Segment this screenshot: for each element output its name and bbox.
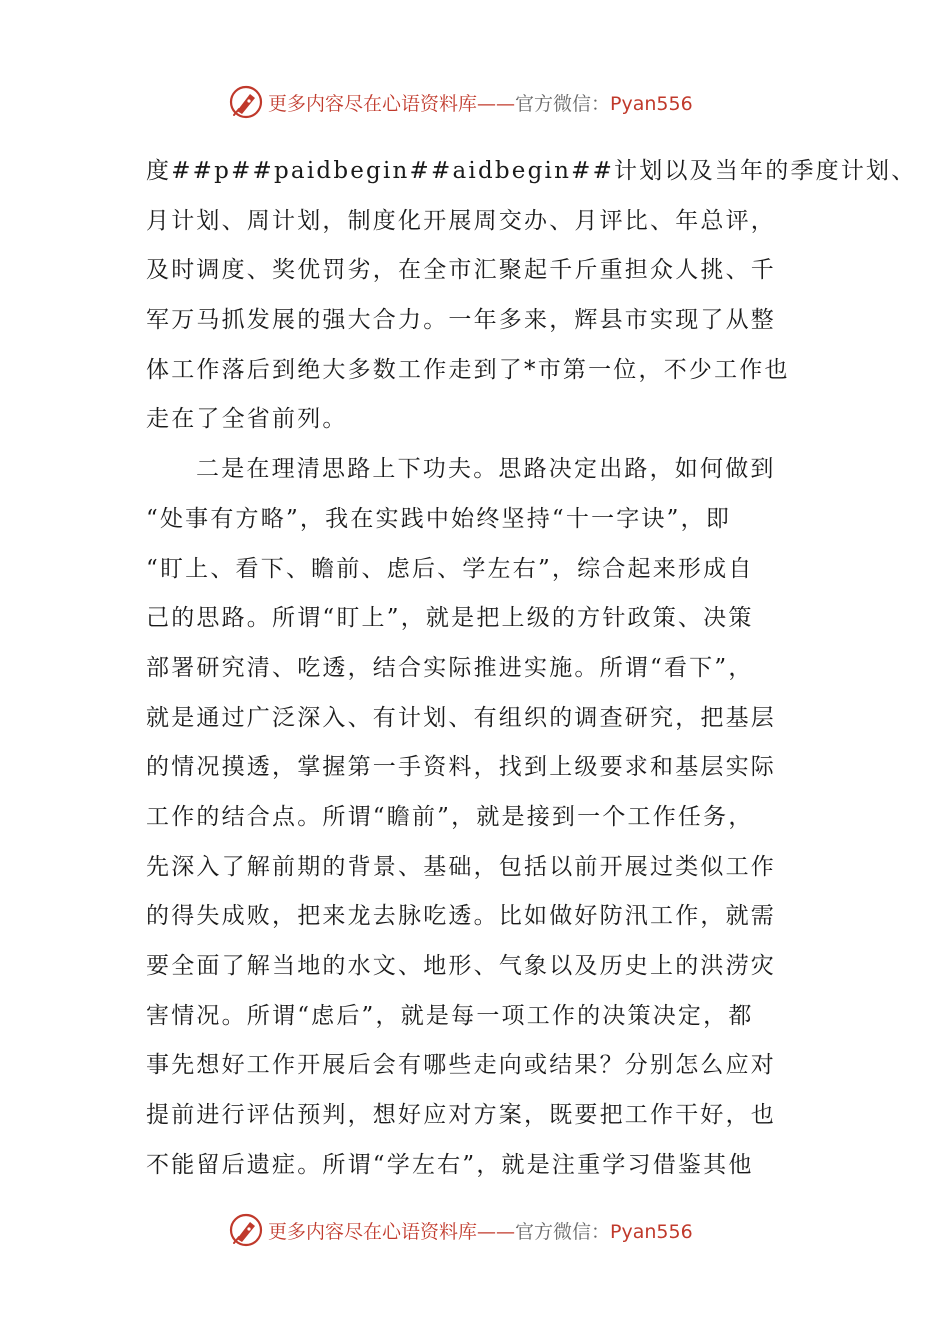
text-line: 月计划、周计划，制度化开展周交办、月评比、年总评，: [146, 207, 776, 234]
banner-site-text: 更多内容尽在心语资料库——: [268, 1220, 516, 1243]
pen-nib-logo-icon: [228, 84, 264, 120]
banner-wechat-id: Pyan556: [610, 1220, 693, 1243]
text-line: 提前进行评估预判，想好应对方案，既要把工作干好，也: [146, 1102, 776, 1129]
text-line: 体工作落后到绝大多数工作走到了*市第一位，不少工作也: [146, 356, 790, 383]
text-line: 己的思路。所谓“盯上”，就是把上级的方针政策、决策: [146, 605, 754, 632]
text-line: 的情况摸透，掌握第一手资料，找到上级要求和基层实际: [146, 754, 776, 781]
text-line: 工作的结合点。所谓“瞻前”，就是接到一个工作任务，: [146, 803, 754, 830]
pen-nib-logo-icon: [228, 1212, 264, 1248]
banner-wechat-id: Pyan556: [610, 92, 693, 115]
banner-site-text: 更多内容尽在心语资料库——: [268, 92, 516, 115]
banner-text: [268, 1217, 693, 1244]
text-line: 不能留后遗症。所谓“学左右”，就是注重学习借鉴其他: [146, 1151, 754, 1178]
banner-wechat-label: 官方微信：: [515, 1220, 611, 1243]
text-line: 要全面了解当地的水文、地形、气象以及历史上的洪涝灾: [146, 953, 776, 979]
text-line: 军万马抓发展的强大合力。一年多来，辉县市实现了从整: [146, 307, 776, 334]
banner-wechat-label: 官方微信：: [515, 92, 611, 115]
text-line: 事先想好工作开展后会有哪些走向或结果？分别怎么应对: [146, 1052, 776, 1079]
text-line: 害情况。所谓“虑后”，就是每一项工作的决策决定，都: [146, 1002, 754, 1029]
header-banner: [228, 82, 693, 122]
text-line: 度##p##paidbegin##aidbegin##计划以及当年的季度计划、: [146, 158, 917, 184]
text-line: “盯上、看下、瞻前、虑后、学左右”，综合起来形成自: [146, 555, 754, 582]
text-line: 的得失成败，把来龙去脉吃透。比如做好防汛工作，就需: [146, 903, 776, 930]
text-line: 走在了全省前列。: [146, 406, 348, 433]
banner-text: [268, 89, 693, 116]
document-body: [146, 147, 917, 1190]
text-line: 部署研究清、吃透，结合实际推进实施。所谓“看下”，: [146, 654, 754, 681]
text-line: 二是在理清思路上下功夫。思路决定出路，如何做到: [196, 456, 776, 483]
text-line: 先深入了解前期的背景、基础，包括以前开展过类似工作: [146, 853, 776, 880]
text-line: 就是通过广泛深入、有计划、有组织的调查研究，把基层: [146, 704, 776, 731]
text-line: 及时调度、奖优罚劣，在全市汇聚起千斤重担众人挑、千: [146, 257, 776, 284]
footer-banner: [228, 1210, 693, 1250]
text-line: “处事有方略”，我在实践中始终坚持“十一字诀”，即: [146, 505, 732, 532]
